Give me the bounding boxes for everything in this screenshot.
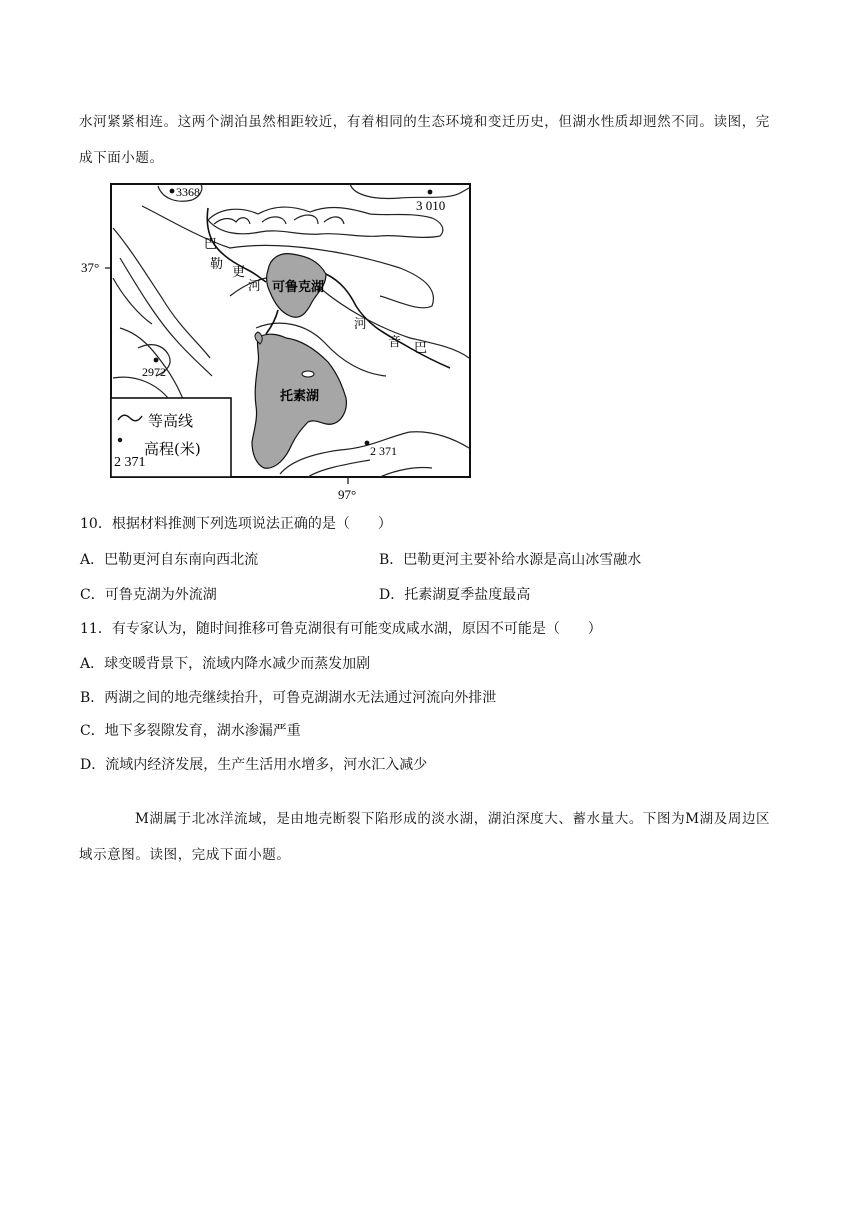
elevation-point-3368 (170, 189, 175, 194)
river-baleng-char-4: 河 (248, 279, 262, 294)
elevation-point-2972 (154, 358, 159, 363)
river-baleng-char-3: 更 (232, 265, 246, 280)
legend-contour-label: 等高线 (148, 412, 194, 430)
latitude-label: 37° (81, 260, 100, 275)
lake-tuosu-label: 托素湖 (280, 389, 320, 404)
elevation-label-2371: 2 371 (370, 444, 397, 458)
question-10-option-b: B．巴勒更河主要补给水源是高山冰雪融水 (379, 552, 642, 568)
lake-map-figure (80, 178, 480, 500)
passage-intro: 水河紧紧相连。这两个湖泊虽然相距较近，有着相同的生态环境和变迁历史，但湖水性质却迥然不同。读图，完成下面小题。 (79, 114, 770, 166)
question-10-option-a: A．巴勒更河自东南向西北流 (80, 552, 259, 568)
legend-elevation-label: 高程(米) (144, 440, 201, 458)
longitude-label: 97° (338, 487, 357, 500)
elevation-label-3368: 3368 (176, 185, 200, 199)
question-11-stem: 11．有专家认为，随时间推移可鲁克湖很有可能变成咸水湖，原因不可能是（ ） (80, 621, 602, 637)
river-bayin-char-3: 巴 (414, 341, 428, 356)
question-10-option-c: C．可鲁克湖为外流湖 (80, 587, 217, 603)
river-bayin-char-1: 河 (354, 317, 368, 332)
question-11-option-b: B．两湖之间的地壳继续抬升，可鲁克湖湖水无法通过河流向外排泄 (80, 690, 497, 706)
elevation-label-3010: 3 010 (416, 198, 446, 213)
elevation-label-2972: 2972 (142, 365, 166, 379)
question-10-option-d: D．托素湖夏季盐度最高 (379, 587, 531, 603)
elevation-point-3010 (428, 190, 433, 195)
passage-m-lake: M湖属于北冰洋流域，是由地壳断裂下陷形成的淡水湖，湖泊深度大、蓄水量大。下图为M湖及周边区域示意图。读图，完成下面小题。 (79, 811, 771, 863)
river-baleng-char-2: 勒 (210, 257, 224, 272)
river-bayin-char-2: 音 (388, 335, 402, 350)
legend-elevation-value: 2 371 (114, 455, 146, 470)
question-11-option-a: A．球变暖背景下，流域内降水减少而蒸发加剧 (80, 656, 371, 672)
elevation-point-2371 (365, 441, 370, 446)
question-11-option-c: C．地下多裂隙发育，湖水渗漏严重 (80, 723, 301, 739)
question-11-option-d: D．流域内经济发展，生产生活用水增多，河水汇入减少 (80, 757, 428, 773)
lake-keluke-label: 可鲁克湖 (272, 280, 325, 295)
legend-elevation-dot (118, 438, 122, 442)
question-10-stem: 10．根据材料推测下列选项说法正确的是（ ） (80, 516, 392, 532)
river-baleng-char-1: 巴 (204, 237, 218, 252)
